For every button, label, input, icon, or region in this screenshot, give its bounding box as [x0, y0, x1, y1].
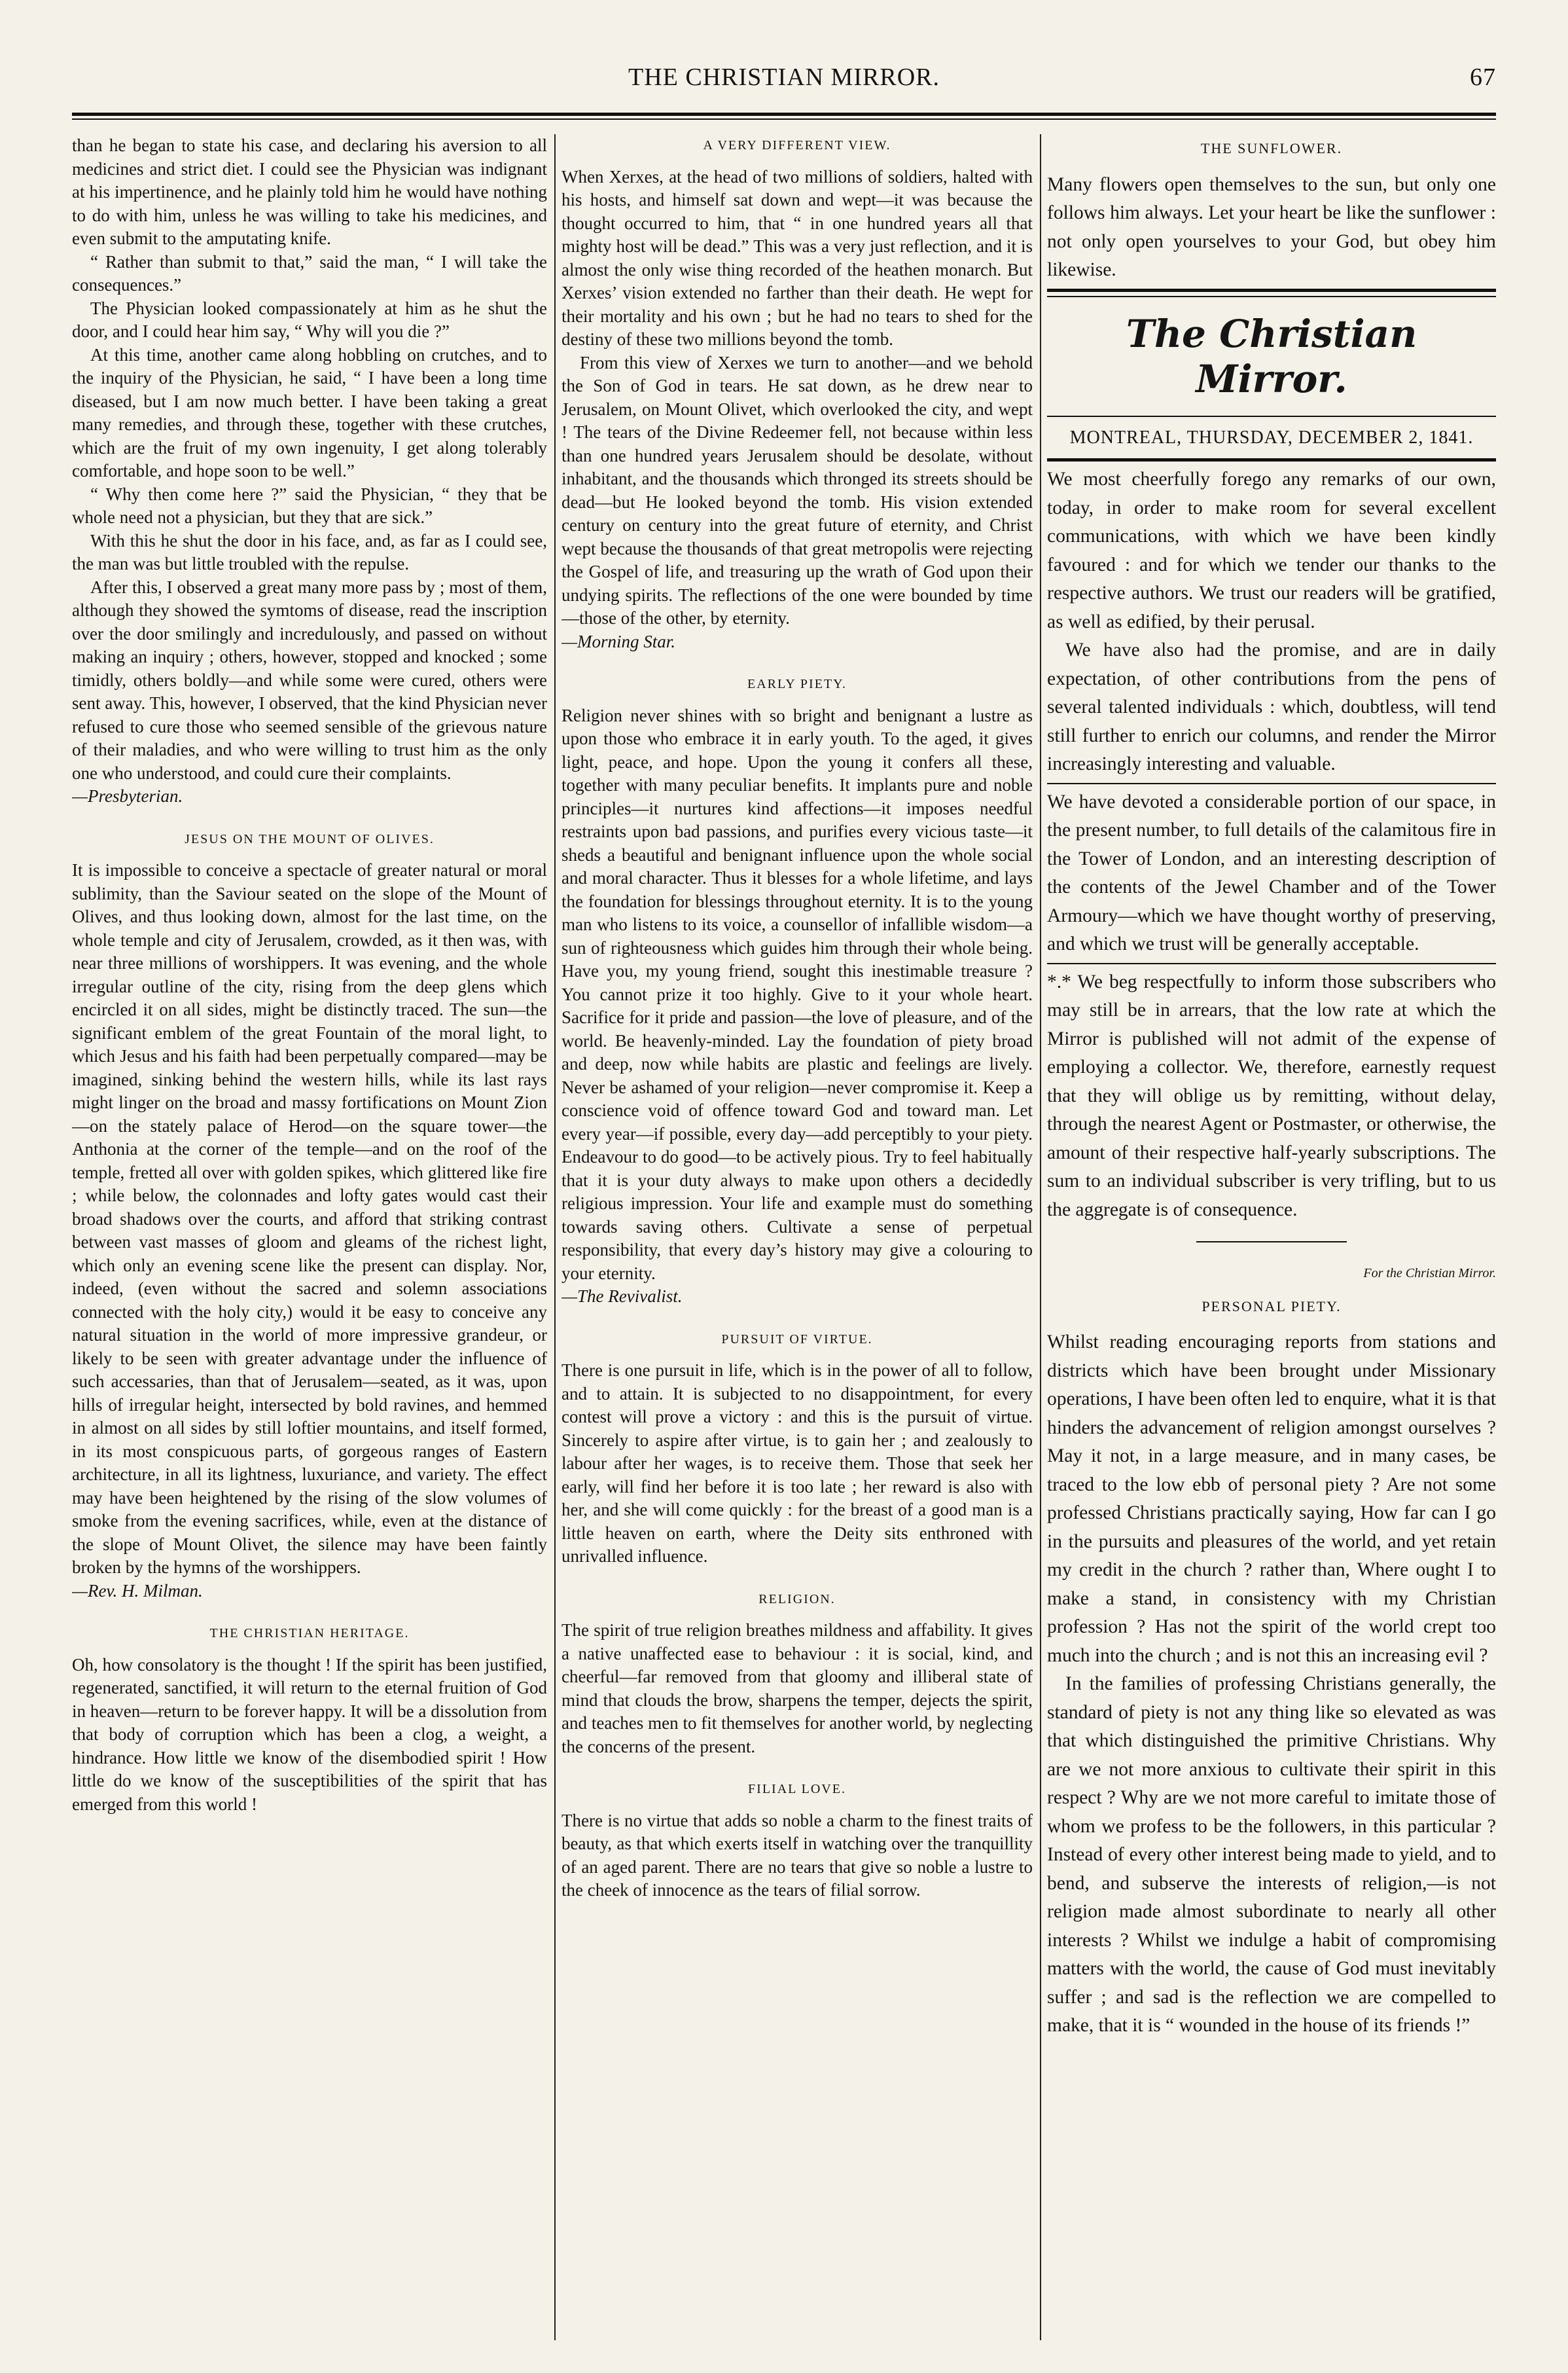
article-signature: —The Revivalist. — [561, 1286, 683, 1306]
article-text: The Physician looked compassionately at him as he shut the door, and I could hear him say, “ Why will you die ?” — [72, 298, 547, 341]
article-text: There is no virtue that adds so noble a charm to the finest traits of beauty, as that which exerts itself in watching over the tranquillity of an aged parent. There are no tears that give so noble a lustre to the cheek of innocence as the tears of filial sorrow. — [561, 1810, 1033, 1900]
column-1 — [72, 134, 547, 2340]
article-text: After this, I observed a great many more pass by ; most of them, although they showed the symtoms of disease, read the inscription over the door smilingly and incredulously, and passed on without making an inquiry ; others, however, stopped and knocked ; some timidly, others boldly—and while some were cured, others were sent away. This, however, I observed, that the kind Physician never refused to cure those who seemed sensible of the grievous nature of their maladies, and who were willing to trust him as the only one who understood, and could cure their complaints. — [72, 577, 547, 783]
section-rule — [1047, 783, 1496, 784]
article-heading: THE CHRISTIAN HERITAGE. — [209, 1626, 410, 1640]
article-text: Many flowers open themselves to the sun, but only one follows him always. Let your heart be like the sunflower : not only open yourselves to your God, but obey him likewise. — [1047, 173, 1496, 280]
section-rule — [1047, 296, 1496, 297]
running-header — [72, 63, 1496, 100]
column-3 — [1047, 134, 1496, 2340]
column-2 — [561, 134, 1033, 2340]
contribution-note: For the Christian Mirror. — [1363, 1266, 1496, 1281]
article-signature: —Rev. H. Milman. — [72, 1580, 203, 1601]
editorial-text: We most cheerfully forego any remarks of our own, today, in order to make room for several excellent communications, with which we have been kindly favoured : and for which we tender our thanks to the respective authors. We trust our readers will be gratified, as well as edified, by their perusal. — [1047, 469, 1496, 632]
section-rule — [1047, 289, 1496, 292]
header-rule-thin — [72, 118, 1496, 120]
article-text: Whilst reading encouraging reports from stations and districts which have been brought under Missionary operations, I have been often led to enquire, what it is that hinders the advancement of religion amongst ourselves ? May it not, in a large measure, and in many cases, be traced to the low ebb of personal piety ? Are not some professed Christians practically saying, How far can I go in the pursuits and pleasures of the world, and yet retain my credit in the church ? rather than, Where ought I to make a stand, in consistency with my Christian profession ? Has not the spirit of the world crept too much into the church ; and is not this an increasing evil ? — [1047, 1331, 1496, 1666]
article-signature: —Morning Star. — [561, 631, 676, 651]
article-text: With this he shut the door in his face, and, as far as I could see, the man was but little troubled with the repulse. — [72, 530, 547, 573]
article-signature: —Presbyterian. — [72, 786, 183, 806]
article-text: “ Why then come here ?” said the Physician, “ they that be whole need not a physician, but they that are sick.” — [72, 484, 547, 527]
editorial-notice: *.* We beg respectfully to inform those subscribers who may still be in arrears, that the low rate at which the Mirror is published will not admit of the expense of employing a collector. We, therefore, earnestly request that they will oblige us by remitting, without delay, through the nearest Agent or Postmaster, or otherwise, the amount of their respective half-yearly subscriptions. The sum to an individual subscriber is very trifling, but to us the aggregate is of consequence. — [1047, 971, 1496, 1220]
header-rule — [72, 113, 1496, 116]
article-text: Religion never shines with so bright and benignant a lustre as upon those who embrace it in early youth. To the aged, it gives light, peace, and hope. Upon the young it confers all these, together with many peculiar benefits. It implants pure and noble principles—it nurtures kind affections—it imposes needful restraints upon bad passions, and purifies every vicious taste—it sheds a beautiful and benignant influence upon the whole social and moral character. Thus it blesses for a whole lifetime, and lays the foundation for blessings throughout eternity. It is to the young man who listens to its voice, a counsellor of infallible wisdom—a sun of righteousness which guides him through their whole being. Have you, my young friend, sought this inestimable treasure ? You cannot prize it too highly. Give to it your whole heart. Sacrifice for it pride and passion—the love of pleasure, and of the world. Be heavenly-minded. Lay the foundation of piety broad and deep, now while habits are plastic and feelings are lively. Never be ashamed of your religion—never compromise it. Keep a conscience void of offence toward God and toward man. Let every year—if possible, every day—add perceptibly to your piety. Endeavour to do good—to be actively pious. Try to feel habitually that it is your duty always to make upon others a decidedly religious impression. Your life and example must do something towards saving others. Cultivate a sense of perpetual responsibility, that every day’s history may give a colouring to your eternity. — [561, 705, 1033, 1283]
column-divider — [1040, 134, 1041, 2340]
article-text: From this view of Xerxes we turn to another—and we behold the Son of God in tears. He sat down, as he drew near to Jerusalem, on Mount Olivet, which overlooked the city, and wept ! The tears of the Divine Redeemer fell, not because within less than one hundred years Jerusalem should be desolate, without inhabitant, and the thousands which thronged its streets should be dead—but He looked beyond the tomb. His vision extended century on century into the great future of eternity, and Christ wept because the thousands of that great metropolis were rejecting the Gospel of life, and treasuring up the wrath of God upon their undying spirits. The reflections of the one were bounded by time—those of the other, by eternity. — [561, 352, 1033, 628]
article-text: “ Rather than submit to that,” said the man, “ I will take the consequences.” — [72, 251, 547, 295]
article-heading: EARLY PIETY. — [747, 677, 847, 691]
paper-name: The Christian Mirror. — [1126, 311, 1417, 402]
article-heading: JESUS ON THE MOUNT OF OLIVES. — [185, 831, 435, 846]
article-text: When Xerxes, at the head of two millions of soldiers, halted with his hosts, and himself sat down and wept—it was because the thought occurred to him, that “ in one hundred years all that mighty host will be dead.” This was a very just reflection, and it is almost the only wise thing recorded of the heathen monarch. But Xerxes’ vision extended no farther than their death. He wept for their mortality and his own ; but he had no tears to shed for the destiny of these two millions beyond the tomb. — [561, 166, 1033, 349]
article-text: than he began to state his case, and declaring his aversion to all medicines and strict diet. I could see the Physician was indignant at his impertinence, and he plainly told him he would have nothing to do with him, unless he was willing to take his medicines, and even submit to the amputating knife. — [72, 136, 547, 248]
section-rule — [1047, 458, 1496, 462]
running-title: THE CHRISTIAN MIRROR. — [628, 63, 940, 91]
article-heading: FILIAL LOVE. — [748, 1782, 846, 1796]
article-heading: THE SUNFLOWER. — [1200, 140, 1343, 156]
article-heading: RELIGION. — [758, 1591, 836, 1606]
article-text: In the families of professing Christians generally, the standard of piety is not any thing like so elevated as was that which distinguished the primitive Christians. Why are we not more anxious to cultivate their spirit in this respect ? Why are we not more careful to imitate those of whom we profess to be the followers, in this particular ? Instead of every other interest being made to yield, and to bend, and subserve the interests of religion,—is not religion made almost subordinate to nearly all other interests ? Whilst we indulge a habit of compromising matters with the world, the cause of God must inevitably suffer ; and sad is the reflection we are compelled to make, that it is “ wounded in the house of its friends !” — [1047, 1673, 1496, 2037]
article-text: At this time, another came along hobbling on crutches, and to the inquiry of the Physician, he said, “ I have been a long time diseased, but I am now much better. I have been taking a great many remedies, and through these, together with these crutches, which are the fruit of my own ingenuity, I get along tolerably comfortable, and hope soon to be well.” — [72, 344, 547, 480]
dateline: MONTREAL, THURSDAY, DECEMBER 2, 1841. — [1069, 427, 1474, 448]
editorial-text: We have devoted a considerable portion of our space, in the present number, to full details of the calamitous fire in the Tower of London, and an interesting description of the contents of the Jewel Chamber and of the Tower Armoury—which we have thought worthy of preserving, and which we trust will be generally acceptable. — [1047, 791, 1496, 955]
article-heading: PURSUIT OF VIRTUE. — [721, 1331, 873, 1347]
article-text: The spirit of true religion breathes mildness and affability. It gives a native unaffected ease to behaviour : it is social, kind, and cheerful—far removed from that gloomy and illiberal state of mind that clouds the brow, sharpens the temper, dejects the spirit, and teaches men to fit themselves for another world, by neglecting the concerns of the present. — [561, 1620, 1033, 1756]
article-text: There is one pursuit in life, which is in the power of all to follow, and to attain. It is subjected to no disappointment, for every contest will prove a victory : and this is the pursuit of virtue. Sincerely to aspire after virtue, is to gain her ; and zealously to labour after her wages, is to receive them. Those that seek her early, will find her before it is too late ; her reward is also with her, and she will come quickly : for the breast of a good man is a little heaven on earth, where the Deity sits enthroned with unrivalled influence. — [561, 1360, 1033, 1566]
article-heading: A VERY DIFFERENT VIEW. — [703, 138, 891, 153]
column-divider — [554, 134, 556, 2340]
article-text: Oh, how consolatory is the thought ! If the spirit has been justified, regenerated, sanctified, it will return to the eternal fruition of God in heaven—return to be forever happy. It will be a dissolution from that body of corruption which has been a clog, a weight, a hindrance. How little we know of the disembodied spirit ! How little do we know of the susceptibilities of the spirit that has emerged from this world ! — [72, 1654, 547, 1814]
editorial-text: We have also had the promise, and are in daily expectation, of other contributions from the pens of several talented individuals : which, doubtless, will tend still further to enrich our columns, and render the Mirror increasingly interesting and valuable. — [1047, 640, 1496, 775]
section-rule — [1047, 416, 1496, 417]
article-text: It is impossible to conceive a spectacle of greater natural or moral sublimity, than the Saviour seated on the slope of the Mount of Olives, and thus looking down, almost for the last time, on the whole temple and city of Jerusalem, crowded, as it then was, with near three millions of worshippers. It was evening, and the whole irregular outline of the city, rising from the deep glens which encircled it on all sides, might be distinctly traced. The sun—the significant emblem of the great Fountain of the moral light, to which Jesus and his faith had been perpetually compared—may be imagined, sinking behind the western hills, while its last rays might linger on the broad and massy fortifications on Mount Zion—on the stately palace of Herod—on the square tower—the Anthonia at the corner of the temple—and on the roof of the temple, fretted all over with golden spikes, which glittered like fire ; while below, the colonnades and lofty gates would cast their broad shadows over the courts, and afford that striking contrast between vast masses of gloom and gleams of the richest light, which only an evening scene like the present can display. Nor, indeed, (even without the sacred and solemn associations connected with the holy city,) would it be easy to conceive any natural situation in the world of more impressive grandeur, or likely to be seen with greater advantage under the influence of such accessaries, than that of Jerusalem—seated, as it was, upon hills of irregular height, intersected by bold ravines, and hemmed in almost on all sides by still loftier mountains, and itself formed, in its most conspicuous parts, of gorgeous ranges of Eastern architecture, in all its lightness, luxuriance, and variety. The effect may have been heightened by the rising of the slow volumes of smoke from the evening sacrifices, while, even at the distance of the slope of Mount Olivet, the silence may have been faintly broken by the hymns of the worshippers. — [72, 860, 547, 1577]
short-rule — [1196, 1241, 1347, 1242]
page-number: 67 — [1470, 63, 1496, 91]
article-heading: PERSONAL PIETY. — [1202, 1297, 1342, 1314]
section-rule — [1047, 963, 1496, 964]
